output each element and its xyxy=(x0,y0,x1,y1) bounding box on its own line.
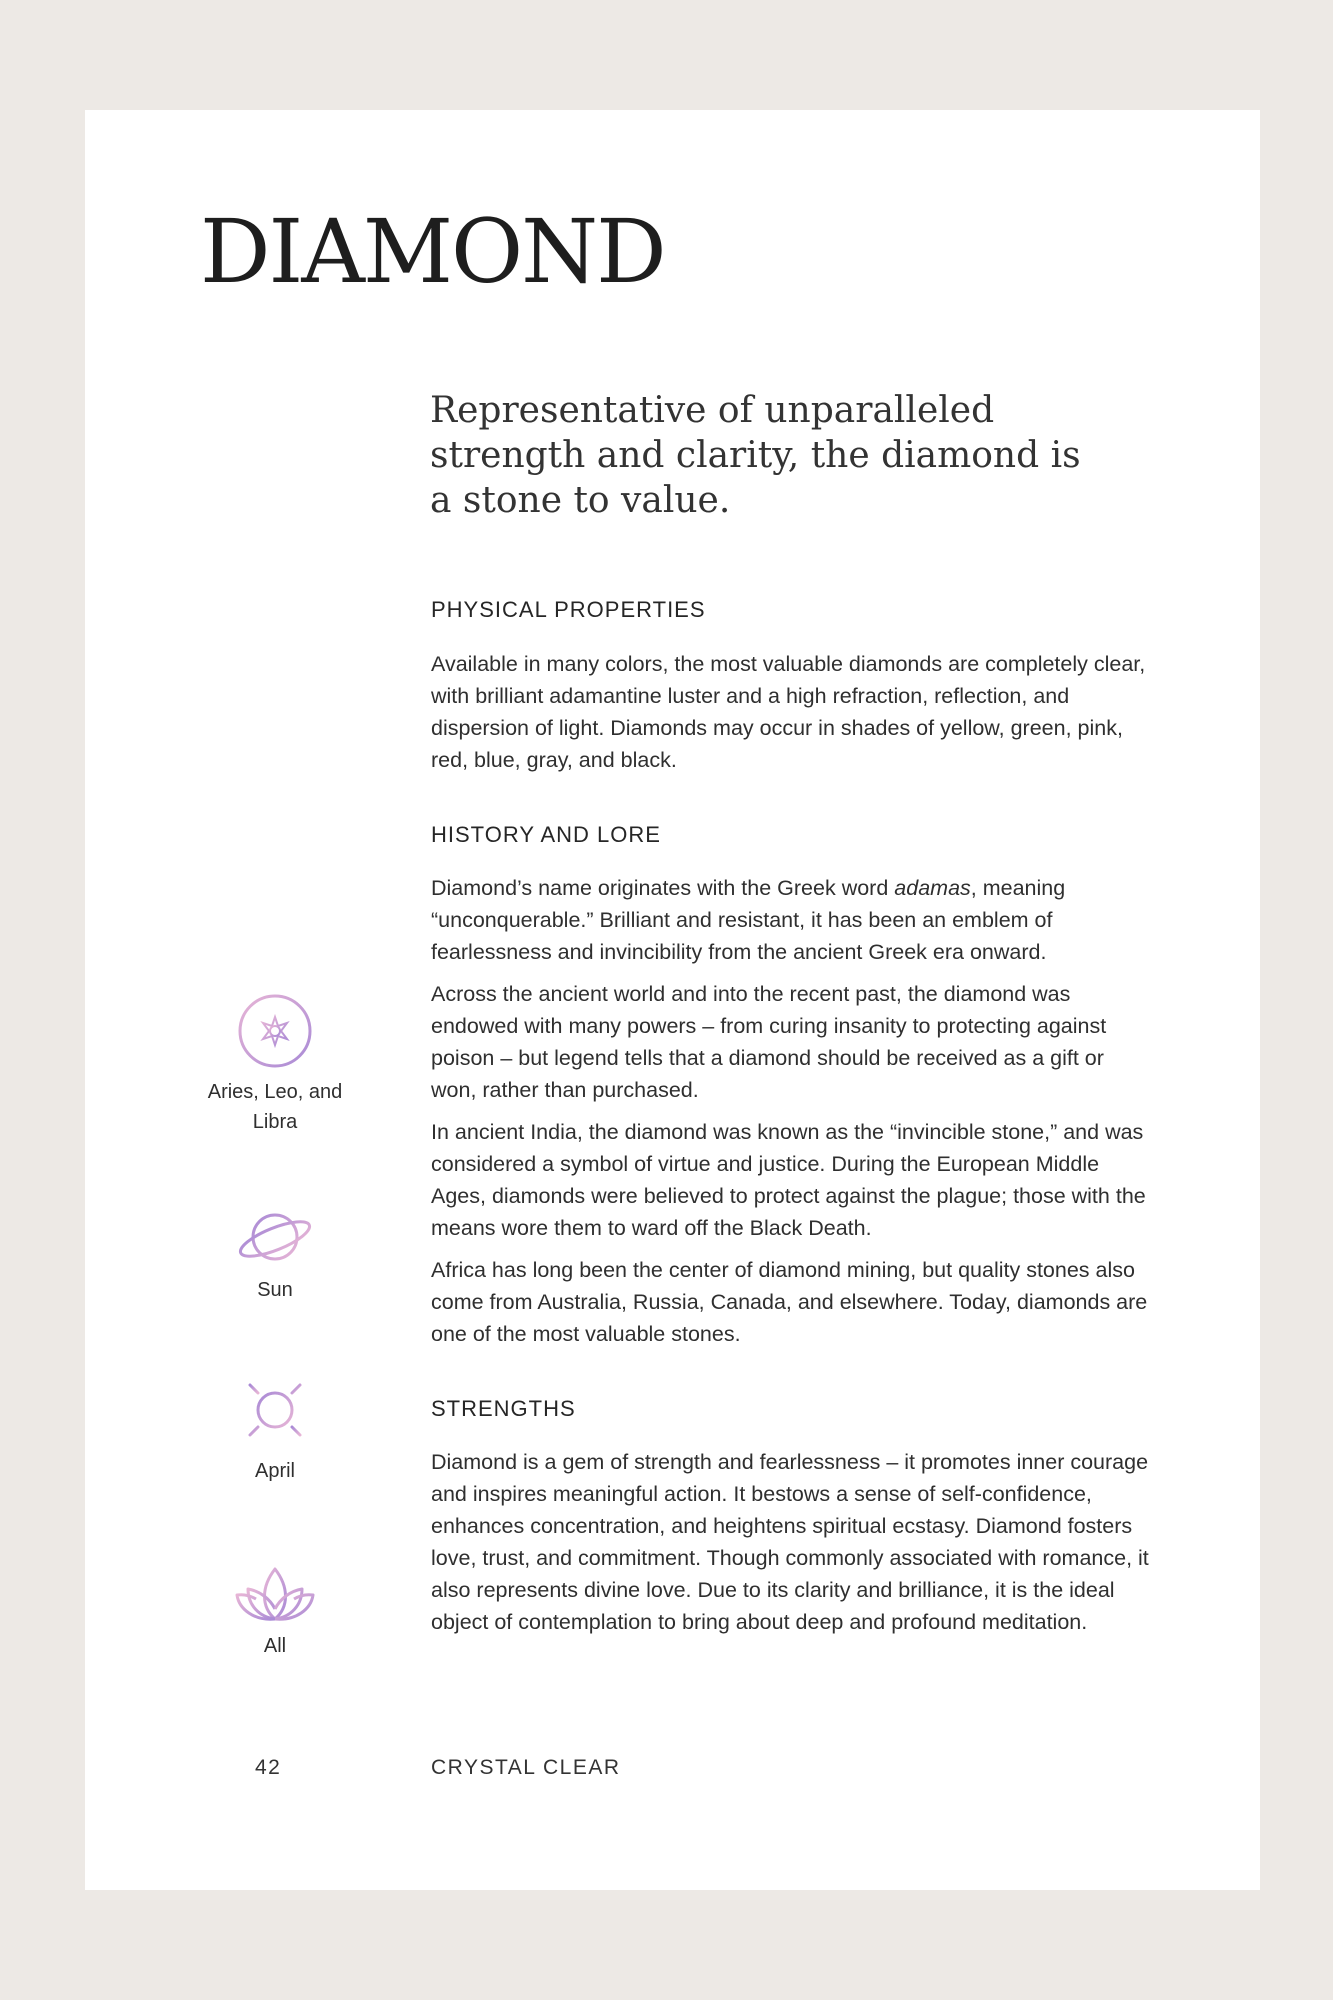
sidebar-zodiac xyxy=(190,993,360,1137)
paragraph: Africa has long been the center of diamond mining, but quality stones also come from Australia, Russia, Canada, and elsewhere. Today, diamonds are one of the most valuable stones. xyxy=(431,1258,1148,1346)
section-heading: PHYSICAL PROPERTIES xyxy=(431,597,706,622)
paragraph: Diamond is a gem of strength and fearlessness – it promotes inner courage and inspires meaningful action. It bestows a sense of self-confidence, enhances concentration, and heightens spiritual ecstasy. Diamond fosters love, trust, and commitment. Though commonly associated with romance, it also represents divine love. Due to its clarity and brilliance, it is the ideal object of contemplation to bring about deep and profound meditation. xyxy=(431,1450,1149,1634)
lotus-icon xyxy=(234,1565,316,1623)
sun-icon xyxy=(237,1372,313,1448)
page-title: DIAMOND xyxy=(200,200,665,303)
paragraph xyxy=(431,872,1151,968)
chakra-label: All xyxy=(263,1635,287,1657)
text-run: Diamond’s name originates with the Greek word xyxy=(431,876,895,900)
planet-label: Sun xyxy=(257,1279,293,1301)
paragraph: Available in many colors, the most valuable diamonds are completely clear, with brilliant adamantine luster and a high refraction, reflection, and dispersion of light. Diamonds may occur in shades of yellow, green, pink, red, blue, gray, and black. xyxy=(431,652,1146,772)
book-page xyxy=(85,110,1260,1890)
intro-text: Representative of unparalleled strength and clarity, the diamond is a stone to value. xyxy=(430,390,1081,521)
section-history-and-lore xyxy=(431,822,1151,1350)
paragraph: In ancient India, the diamond was known as the “invincible stone,” and was considered a symbol of virtue and justice. During the European Middle Ages, diamonds were believed to protect against the plague; those with the means wore them to ward off the Black Death. xyxy=(431,1120,1146,1240)
paragraph: Across the ancient world and into the recent past, the diamond was endowed with many powers – from curing insanity to protecting against poison – but legend tells that a diamond should be received as a gift or won, rather than purchased. xyxy=(431,982,1107,1102)
zodiac-label: Aries, Leo, and Libra xyxy=(207,1081,343,1133)
planet-icon xyxy=(235,1207,315,1267)
text-run: , meaning “unconquerable.” Brilliant and resistant, it has been an emblem of fearlessness and invincibility from the ancient Greek era onward. xyxy=(431,876,1066,964)
section-heading: HISTORY AND LORE xyxy=(431,822,661,847)
month-label: April xyxy=(254,1460,295,1482)
sidebar-chakra xyxy=(190,1565,360,1661)
zodiac-star-icon xyxy=(237,993,313,1069)
italic-word: adamas xyxy=(894,876,971,900)
page-number: 42 xyxy=(255,1756,282,1779)
section-heading: STRENGTHS xyxy=(431,1396,576,1421)
sidebar-month xyxy=(190,1372,360,1486)
running-footer-title: CRYSTAL CLEAR xyxy=(431,1756,621,1779)
sidebar-planet xyxy=(190,1207,360,1305)
section-strengths xyxy=(431,1396,1151,1638)
section-physical-properties xyxy=(431,597,1151,776)
